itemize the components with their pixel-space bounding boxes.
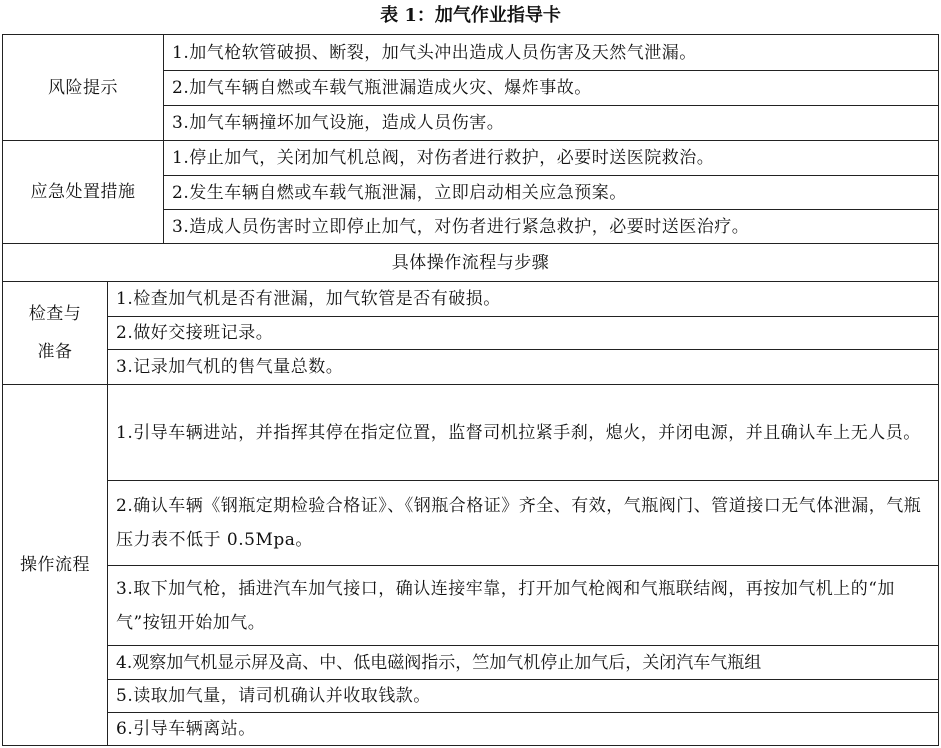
process-item: 4.观察加气机显示屏及高、中、低电磁阀指示，竺加气机停止加气后，关闭汽车气瓶组 — [116, 652, 762, 673]
emergency-item: 2.发生车辆自燃或车载气瓶泄漏，立即启动相关应急预案。 — [172, 182, 627, 203]
risk-item: 2.加气车辆自燃或车载气瓶泄漏造成火灾、爆炸事故。 — [172, 78, 592, 98]
check-item: 1.检查加气机是否有泄漏，加气软管是否有破损。 — [116, 289, 501, 309]
table-border-bottom — [2, 745, 939, 746]
check-label-line1: 检查与 — [28, 304, 82, 324]
process-item: 3.取下加气枪，插进汽车加气接口，确认连接牢靠，打开加气枪阀和气瓶联结阀，再按加气机上的“加气”按钮开始加气。 — [116, 578, 895, 633]
process-item: 6.引导车辆离站。 — [116, 719, 256, 739]
emergency-item: 1.停止加气，关闭加气机总阀，对伤者进行救护，必要时送医院救治。 — [172, 148, 715, 168]
section-header: 具体操作流程与步骤 — [391, 252, 550, 273]
page-title: 表 1：加气作业指导卡 — [380, 5, 561, 26]
process-item: 2.确认车辆《钢瓶定期检验合格证》、《钢瓶合格证》齐全、有效，气瓶阀门、管道接口无气体泄漏，气瓶压力表不低于 0.5Mpa。 — [116, 496, 922, 550]
risk-label: 风险提示 — [48, 77, 118, 98]
process-item: 5.读取加气量，请司机确认并收取钱款。 — [116, 686, 431, 706]
check-label-line2: 准备 — [37, 342, 73, 362]
check-item: 2.做好交接班记录。 — [116, 323, 274, 343]
check-item: 3.记录加气机的售气量总数。 — [116, 357, 344, 377]
emergency-item: 3.造成人员伤害时立即停止加气，对伤者进行紧急救护，必要时送医治疗。 — [172, 216, 750, 237]
process-item: 1.引导车辆进站，并指挥其停在指定位置，监督司机拉紧手刹，熄火，并闭电源，并且确认车上无人员。 — [116, 422, 921, 443]
process-label: 操作流程 — [20, 555, 90, 575]
emergency-label: 应急处置措施 — [30, 182, 136, 202]
risk-item: 3.加气车辆撞坏加气设施，造成人员伤害。 — [172, 113, 505, 133]
risk-item: 1.加气枪软管破损、断裂，加气头冲出造成人员伤害及天然气泄漏。 — [172, 42, 697, 63]
check-label — [3, 282, 107, 384]
